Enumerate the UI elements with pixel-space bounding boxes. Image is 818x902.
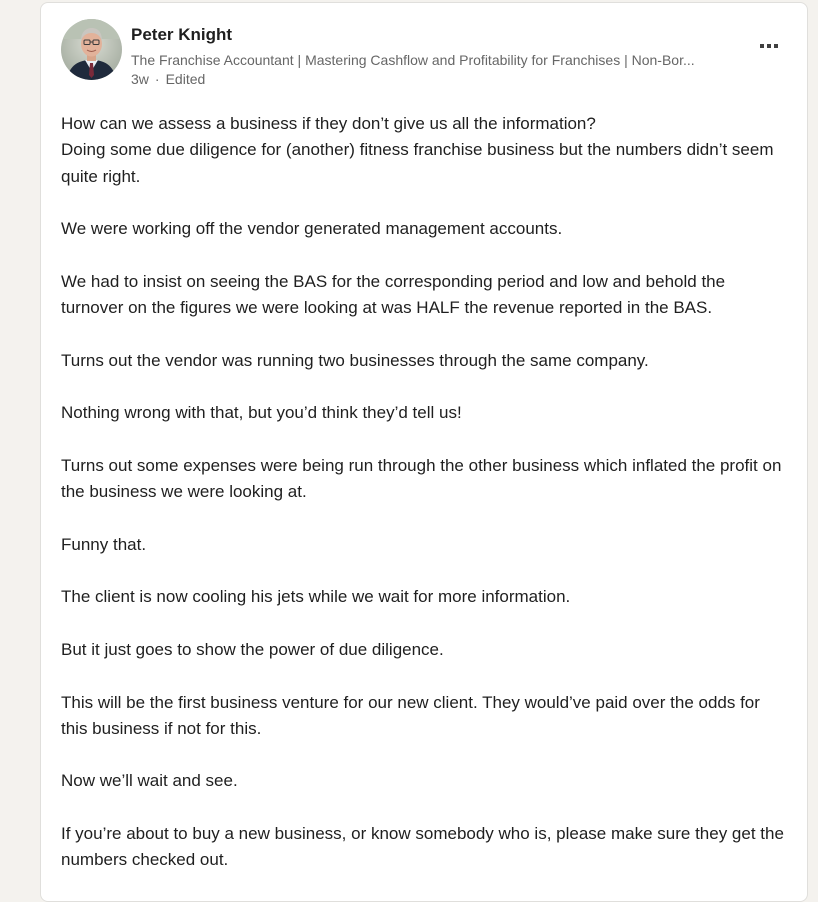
post-time: 3w [131, 71, 149, 87]
post-meta [131, 71, 205, 87]
more-options-icon [767, 44, 771, 48]
post-paragraph: We had to insist on seeing the BAS for the corresponding period and low and behold the turnover on the figures we were looking at was HALF the revenue reported in the BAS. [61, 271, 726, 318]
more-options-button[interactable] [751, 33, 787, 59]
author-headline: The Franchise Accountant | Mastering Cashflow and Profitability for Franchises | Non-Bor... [131, 52, 695, 68]
author-name[interactable]: Peter Knight [131, 25, 233, 44]
post-paragraph: But it just goes to show the power of due diligence. [61, 639, 444, 659]
post-paragraph: We were working off the vendor generated management accounts. [61, 219, 563, 239]
post-body [61, 111, 791, 900]
more-options-icon [774, 44, 778, 48]
post-paragraph: Now we’ll wait and see. [61, 771, 238, 791]
post-paragraph: How can we assess a business if they don’t give us all the information? Doing some due diligence for (another) fitness franchise business but the numbers didn’t seem quite right. [61, 114, 774, 186]
post-paragraph: Turns out some expenses were being run through the other business which inflated the profit on the business we were looking at. [61, 455, 782, 502]
post-card [40, 2, 808, 902]
edited-label: Edited [165, 71, 206, 87]
post-paragraph: If you’re about to buy a new business, or know somebody who is, please make sure they get the numbers checked out. [61, 824, 784, 870]
profile-photo-icon [61, 19, 122, 80]
post-paragraph: The client is now cooling his jets while we wait for more information. [61, 587, 571, 607]
post-paragraph: Turns out the vendor was running two businesses through the same company. [61, 350, 649, 370]
post-paragraph: Funny that. [61, 534, 147, 554]
meta-separator: · [154, 71, 160, 87]
author-avatar[interactable] [61, 19, 122, 80]
post-paragraph: Nothing wrong with that, but you’d think they’d tell us! [61, 403, 462, 423]
more-options-icon [760, 44, 764, 48]
post-header [61, 19, 789, 87]
post-paragraph: This will be the first business venture for our new client. They would’ve paid over the odds for this business if not for this. [61, 692, 760, 738]
